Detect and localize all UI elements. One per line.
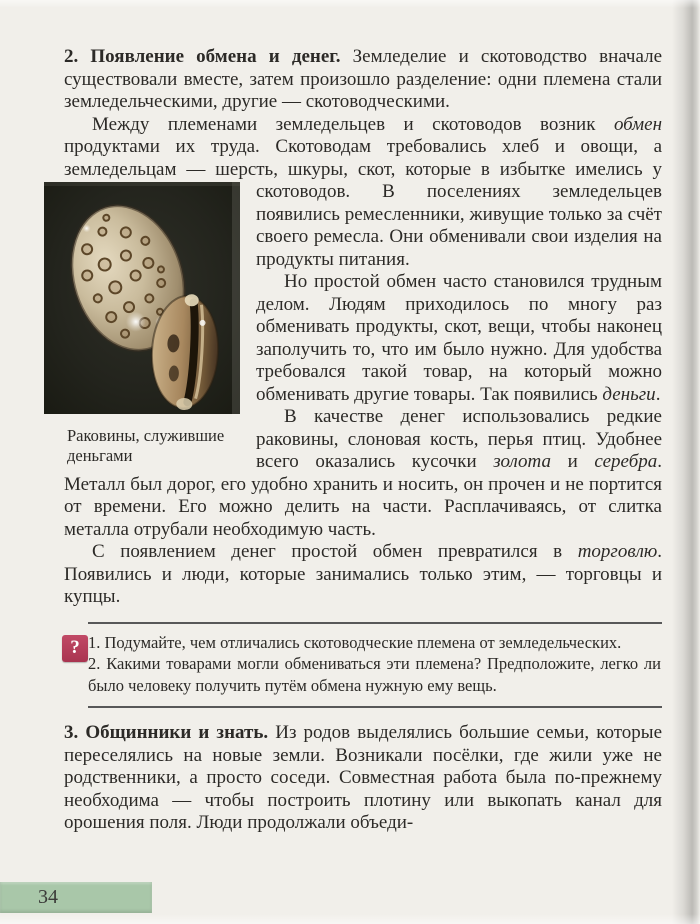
book-binding-shadow bbox=[672, 0, 700, 924]
page-number: 34 bbox=[38, 886, 58, 908]
section3-p1-text: Из родов выделялись большие семьи, которые переселялись на новые земли. Возникали посёлки, где жили уже не родственники, а просто соседи. Совместная работа была по-прежнему необходима — чтобы построить плотину или выкопать канал для орошения поля. Люди продолжали объеди- bbox=[64, 722, 663, 833]
question-1: 1. Подумайте, чем отличались скотоводческие племена от земледельческих. bbox=[88, 632, 622, 652]
p2-text-a: Между племенами земледельцев и скотоводов возник bbox=[92, 113, 596, 135]
p4-italic-serebra: серебра bbox=[594, 451, 658, 472]
p4-text-c: и bbox=[567, 451, 578, 472]
section3-heading: 3. Общинники и знать. bbox=[64, 722, 269, 743]
p3-text-c: . bbox=[655, 383, 661, 405]
question-mark-icon: ? bbox=[62, 635, 88, 662]
photo-caption: Раковины, служившие деньгами bbox=[67, 425, 225, 465]
page-number-tab bbox=[0, 882, 152, 913]
section2-heading: 2. Появление обмена и денег. bbox=[64, 46, 341, 67]
p2-text-c: продуктами их труда. Скотоводам требовались хлеб и овощи, а земледельцам — шерсть, шкуры, скот, которые в избытке имелись у скотоводов. В поселениях земледельцев появились ремесленники, живущие только за счёт своего ремесла. Они обменивали свои изделия на продукты питания. bbox=[64, 136, 662, 270]
page-text-column bbox=[64, 46, 662, 835]
section2-paragraph-5 bbox=[64, 541, 662, 609]
section2-p1-text: Земледелие и скотоводство вначале существовали вместе, затем произошло разделение: одни племена стали земледельческими, другие — скотоводческими. bbox=[64, 46, 662, 112]
p5-italic-torgovlyu: торговлю bbox=[577, 541, 658, 562]
p5-text-c: . Появились и люди, которые занимались только этим, — торговцы и купцы. bbox=[64, 541, 662, 607]
shells-photo-figure bbox=[44, 182, 240, 466]
p5-text-a: С появлением денег простой обмен превратился в bbox=[92, 541, 563, 562]
page-top-edge bbox=[0, 0, 700, 8]
p2-italic-obmen: обмен bbox=[613, 113, 663, 135]
page-bottom-edge bbox=[0, 914, 700, 924]
cowrie-shells-photo bbox=[44, 182, 240, 414]
question-2: 2. Какими товарами могли обмениваться эти племена? Предположите, легко ли было человеку получить путём обмена нужную ему вещь. bbox=[88, 654, 661, 695]
p3-text-a: Но простой обмен часто становился трудным делом. Людям приходилось по многу раз обменивать продукты, скот, вещи, чтобы наконец заполучить то, что им было нужно. Для удобства требовался такой товар, на который можно обменивать другие товары. Так появились bbox=[256, 271, 662, 405]
p4-italic-zolota: золота bbox=[493, 451, 551, 472]
p3-italic-dengi: деньги bbox=[602, 383, 656, 405]
section2-opening-paragraph bbox=[64, 46, 662, 114]
p4-text-e: . Металл был дорог, его удобно хранить и носить, он прочен и не портится от времени. Его можно делить на части. Расплачиваясь, от слитка металла отрубали необходимую часть. bbox=[64, 451, 663, 540]
p4-text-a: В качестве денег использовались редкие раковины, слоновая кость, перья птиц. Удобнее всего оказались кусочки bbox=[256, 406, 662, 472]
questions-box bbox=[70, 622, 662, 709]
section3-opening-paragraph bbox=[64, 722, 662, 835]
